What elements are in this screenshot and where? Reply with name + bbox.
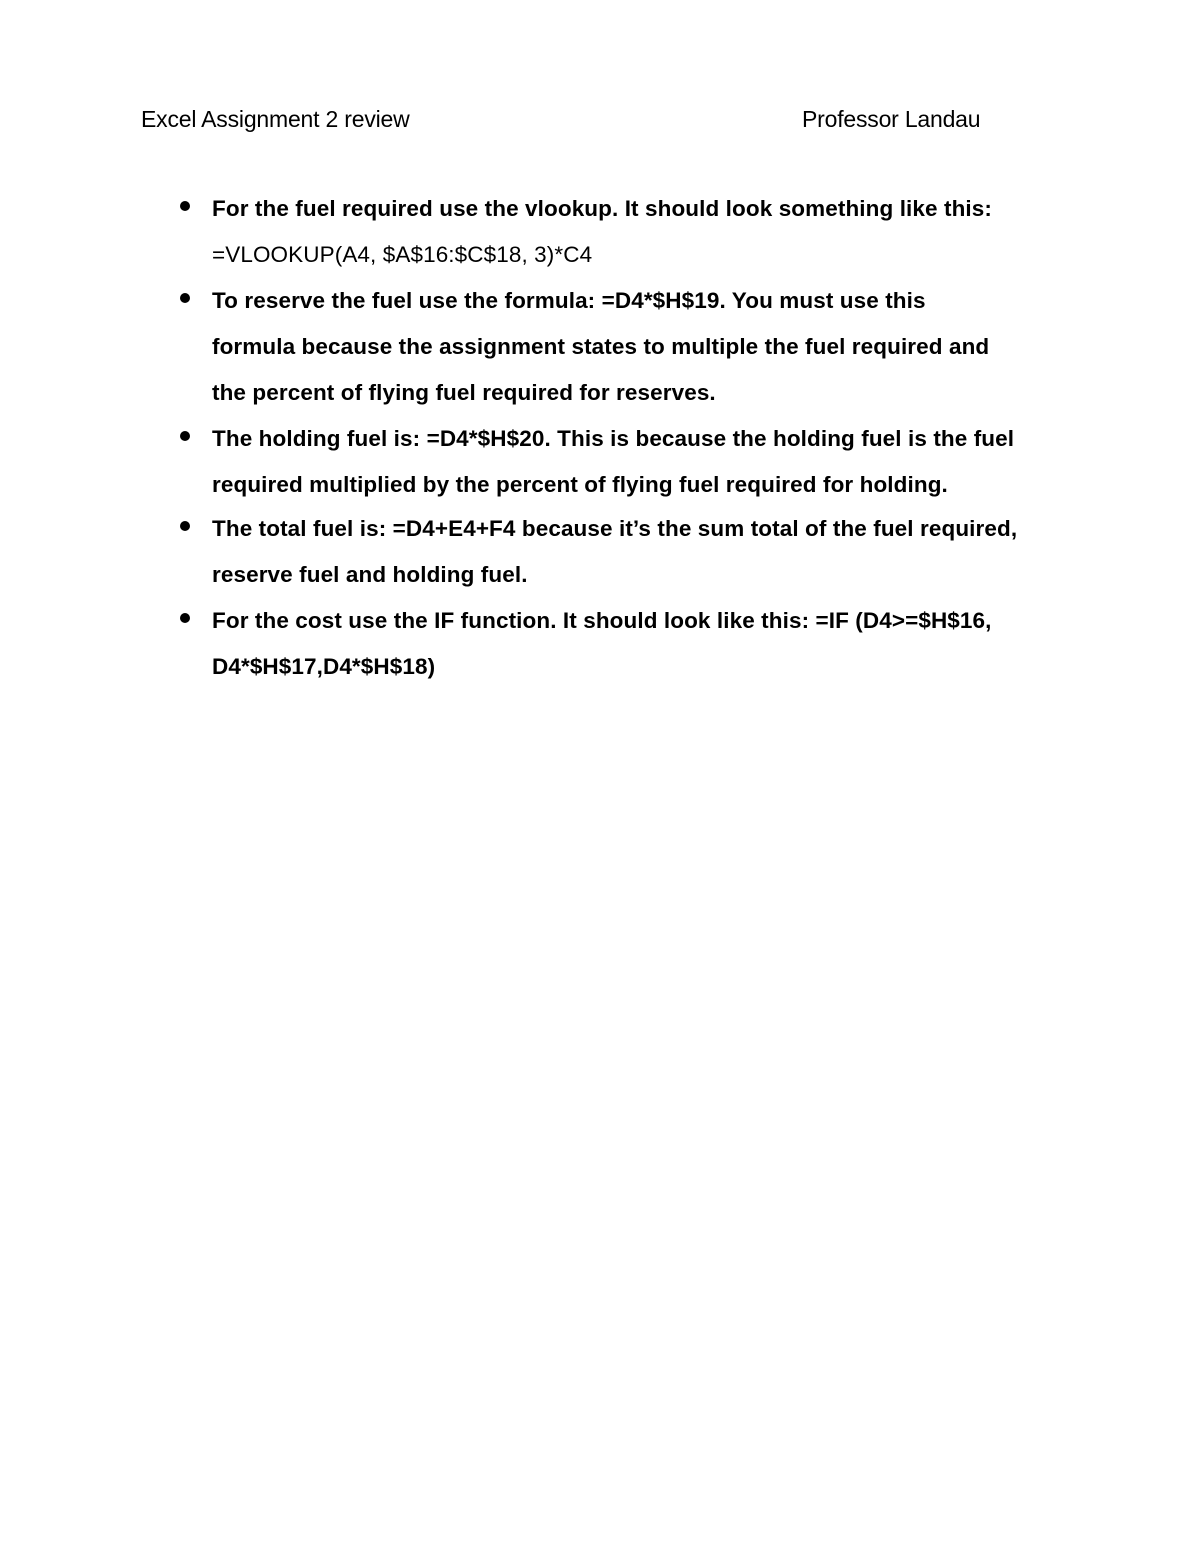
list-item-line: For the cost use the IF function. It should look like this: =IF (D4>=$H$16, xyxy=(212,608,992,633)
list-item-text xyxy=(212,506,1082,598)
list-item-line: required multiplied by the percent of flying fuel required for holding. xyxy=(212,472,948,497)
list-item-line: For the fuel required use the vlookup. It should look something like this: xyxy=(212,196,992,221)
document-author: Professor Landau xyxy=(802,106,981,132)
list-item-text xyxy=(212,416,1082,508)
list-item-line: the percent of flying fuel required for reserves. xyxy=(212,380,716,405)
list-item-line: The holding fuel is: =D4*$H$20. This is because the holding fuel is the fuel xyxy=(212,426,1015,451)
list-item-line: formula because the assignment states to multiple the fuel required and xyxy=(212,334,990,359)
list-item-text xyxy=(212,186,1082,278)
bullet-icon xyxy=(180,431,190,441)
bullet-icon xyxy=(180,293,190,303)
list-item-text xyxy=(212,598,1082,690)
list-item-line: D4*$H$17,D4*$H$18) xyxy=(212,654,436,679)
bullet-icon xyxy=(180,521,190,531)
bullet-icon xyxy=(180,613,190,623)
document-title: Excel Assignment 2 review xyxy=(141,106,410,132)
list-item-line: The total fuel is: =D4+E4+F4 because it’s the sum total of the fuel required, xyxy=(212,516,1018,541)
list-item-line: reserve fuel and holding fuel. xyxy=(212,562,528,587)
list-item-line: =VLOOKUP(A4, $A$16:$C$18, 3)*C4 xyxy=(212,242,593,267)
list-item-text xyxy=(212,278,1082,416)
bullet-icon xyxy=(180,201,190,211)
list-item-line: To reserve the fuel use the formula: =D4*$H$19. You must use this xyxy=(212,288,926,313)
